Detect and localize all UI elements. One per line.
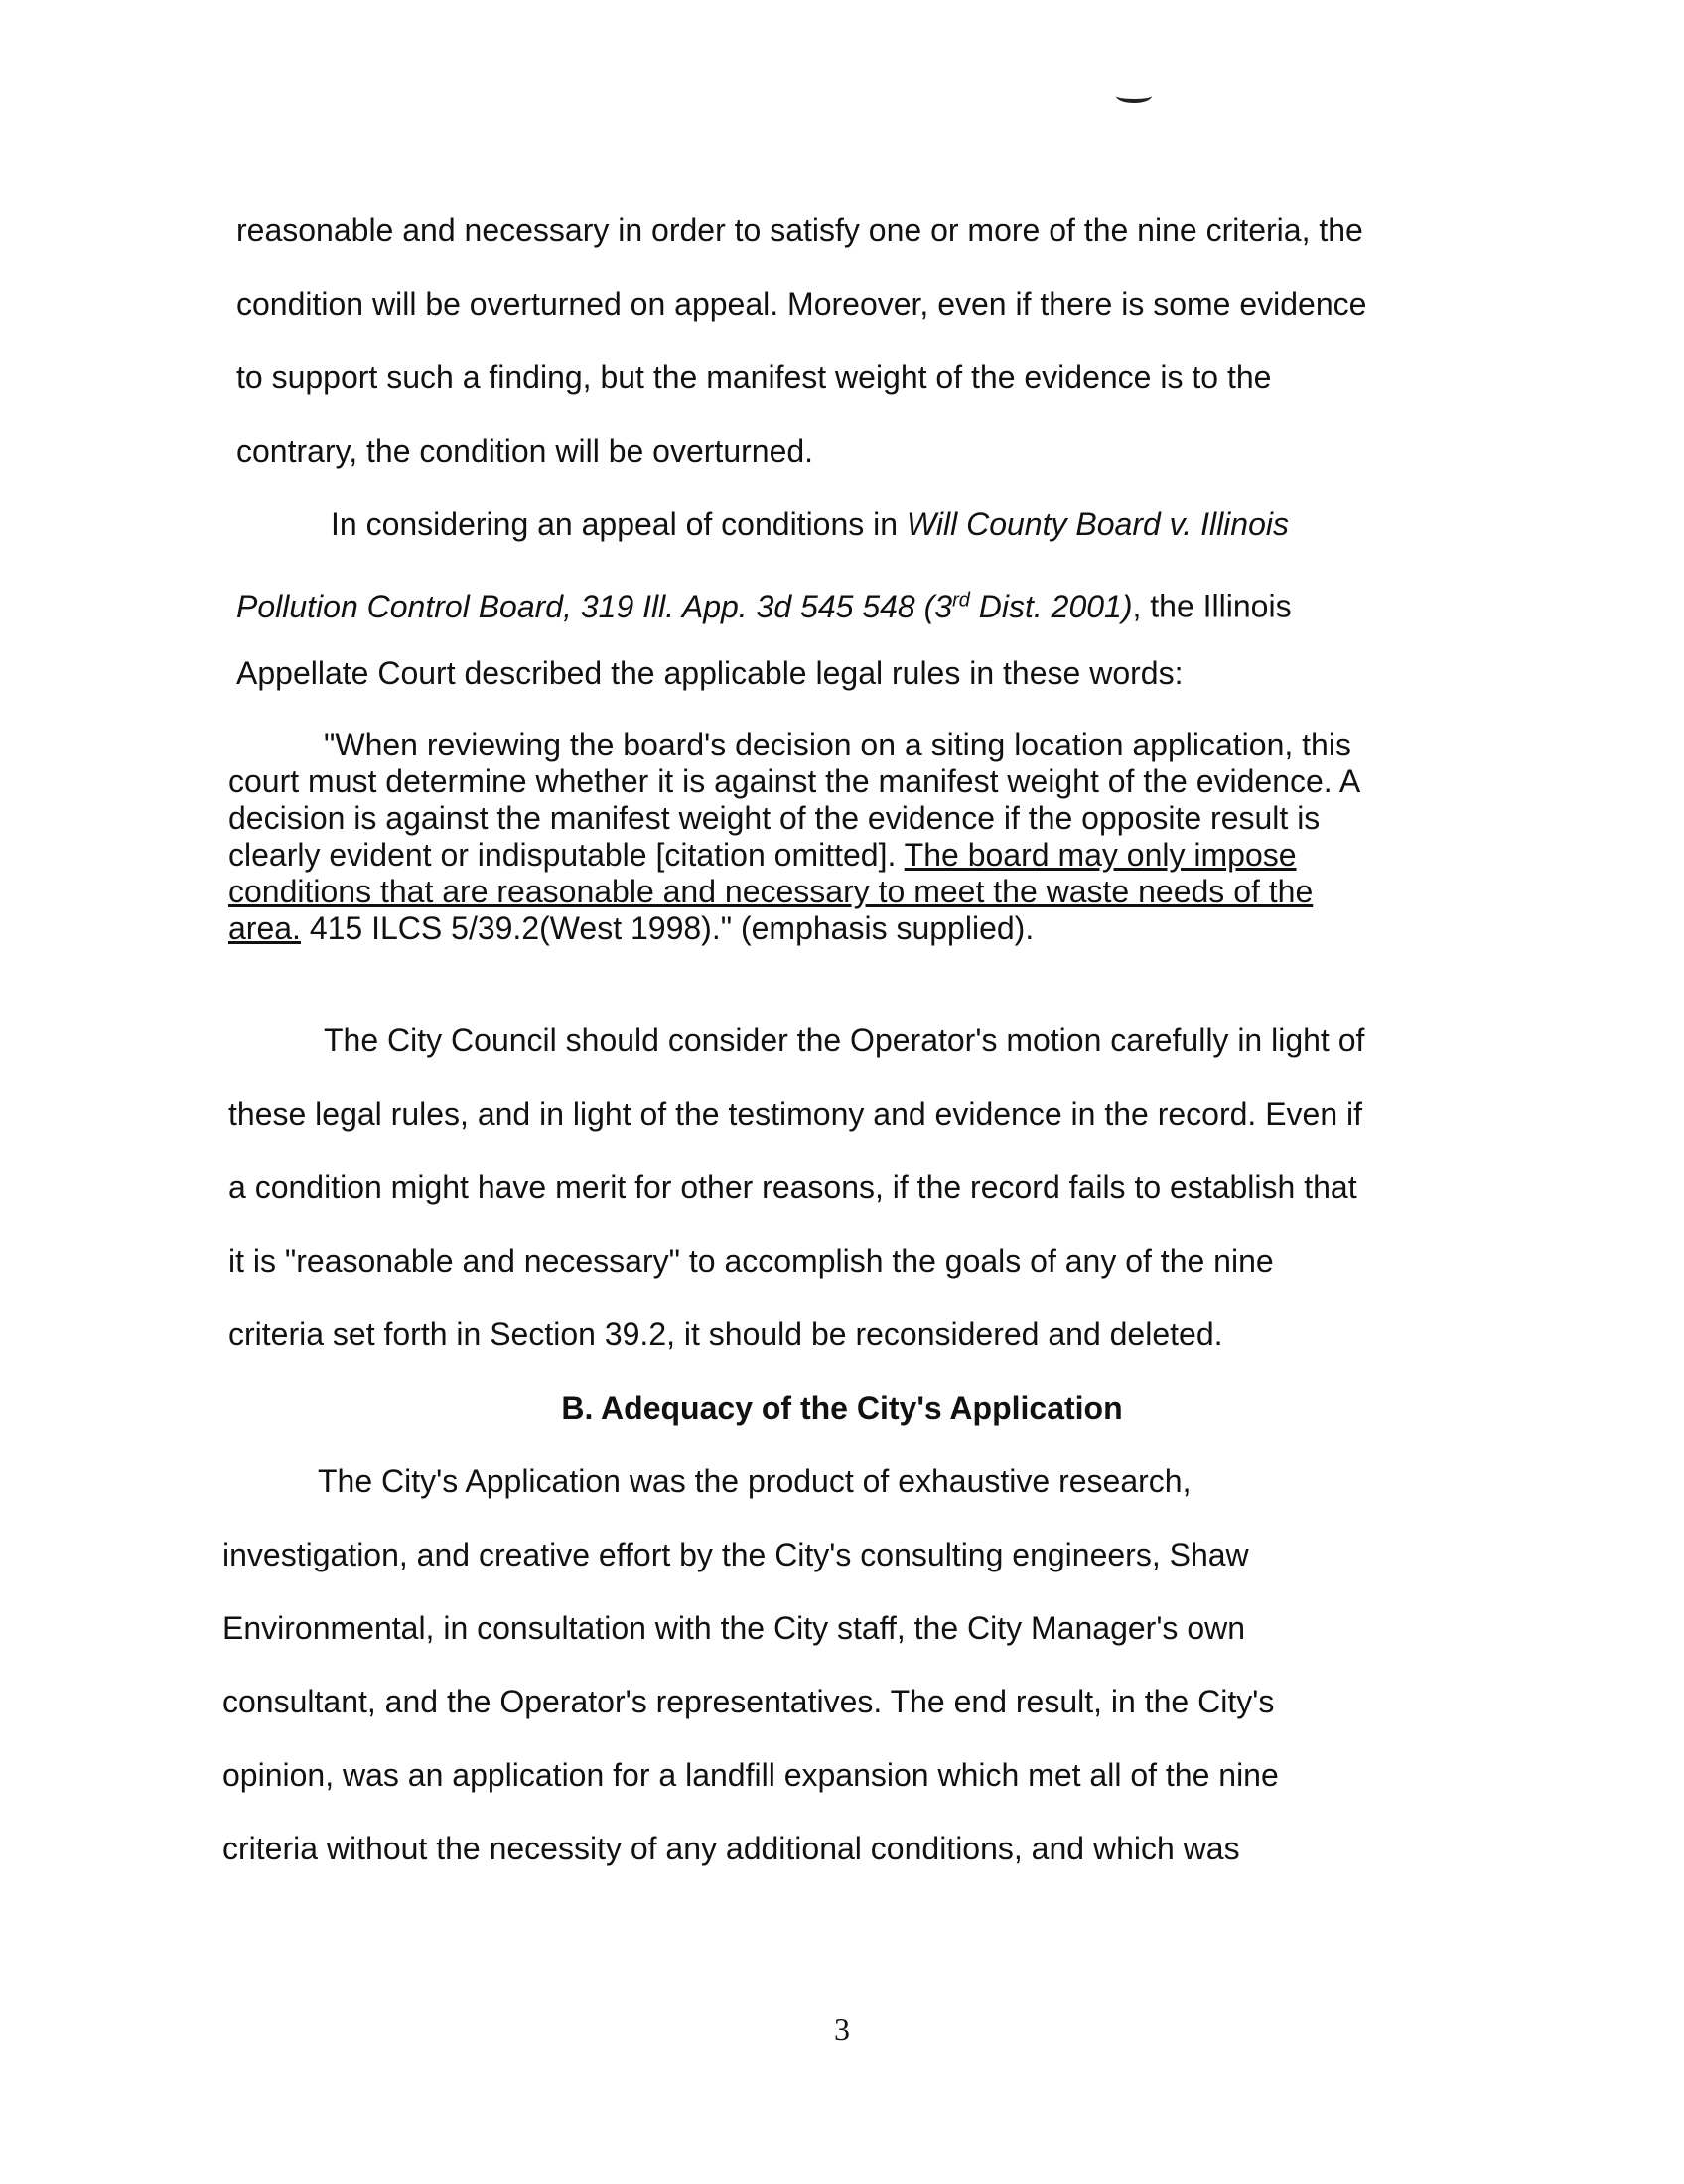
text-line: consultant, and the Operator's representatives. The end result, in the City's <box>222 1684 1275 1719</box>
quote-line: clearly evident or indisputable [citation omitted]. The board may only impose <box>228 837 1297 873</box>
quote-line: area. 415 ILCS 5/39.2(West 1998)." (emphasis supplied). <box>228 910 1035 946</box>
text-line: Appellate Court described the applicable legal rules in these words: <box>236 655 1184 691</box>
case-citation: Pollution Control Board, 319 Ill. App. 3d 545 548 (3rd Dist. 2001) <box>236 588 1133 624</box>
text-line: The City's Application was the product of exhaustive research, <box>318 1463 1192 1499</box>
emphasis-underline: conditions that are reasonable and necessary to meet the waste needs of the <box>228 874 1314 909</box>
section-heading: B. Adequacy of the City's Application <box>561 1390 1123 1426</box>
text-line: investigation, and creative effort by the City's consulting engineers, Shaw <box>222 1537 1249 1572</box>
text-line: a condition might have merit for other reasons, if the record fails to establish that <box>228 1169 1357 1205</box>
text-line: reasonable and necessary in order to satisfy one or more of the nine criteria, the <box>236 212 1363 248</box>
quote-line <box>228 874 1313 909</box>
case-citation: Will County Board v. Illinois <box>906 506 1289 542</box>
text-line: The City Council should consider the Operator's motion carefully in light of <box>324 1023 1365 1058</box>
text-line: criteria without the necessity of any additional conditions, and which was <box>222 1831 1240 1866</box>
text-line: condition will be overturned on appeal. Moreover, even if there is some evidence <box>236 286 1367 322</box>
text-line: opinion, was an application for a landfill expansion which met all of the nine <box>222 1757 1279 1793</box>
quote-line: court must determine whether it is against the manifest weight of the evidence. A <box>228 763 1361 799</box>
text-line: these legal rules, and in light of the testimony and evidence in the record. Even if <box>228 1096 1363 1132</box>
text-line: criteria set forth in Section 39.2, it should be reconsidered and deleted. <box>228 1316 1223 1352</box>
text-line: Environmental, in consultation with the City staff, the City Manager's own <box>222 1610 1246 1646</box>
text-line: to support such a finding, but the manifest weight of the evidence is to the <box>236 359 1272 395</box>
quote-line: "When reviewing the board's decision on a siting location application, this <box>324 727 1351 762</box>
scan-mark <box>1116 89 1152 103</box>
emphasis-underline: The board may only impose <box>904 837 1297 873</box>
page-number: 3 <box>834 2011 850 2047</box>
text-line: it is "reasonable and necessary" to accomplish the goals of any of the nine <box>228 1243 1274 1279</box>
text-line: In considering an appeal of conditions in Will County Board v. Illinois <box>331 506 1289 542</box>
text-line: Pollution Control Board, 319 Ill. App. 3d 545 548 (3rd Dist. 2001), the Illinois <box>236 588 1292 624</box>
emphasis-underline: area. <box>228 910 301 946</box>
text-line: contrary, the condition will be overturned. <box>236 433 814 469</box>
quote-line: decision is against the manifest weight of the evidence if the opposite result is <box>228 800 1321 836</box>
